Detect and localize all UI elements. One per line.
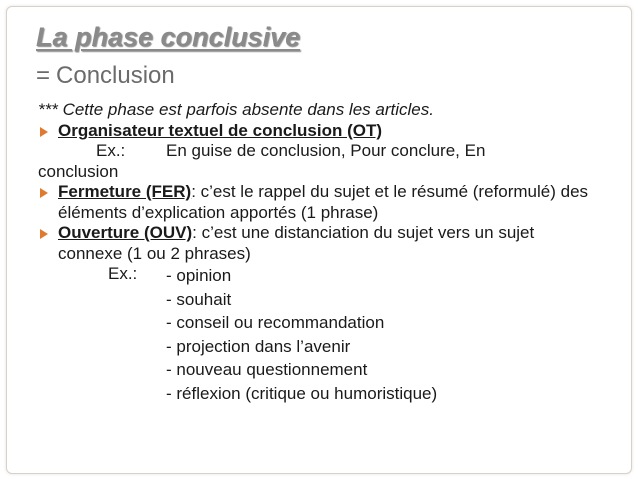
example-item: - nouveau questionnement [166,360,368,379]
bullet-fermeture [38,182,598,223]
example-item: - souhait [166,289,232,309]
example-2 [38,264,598,405]
bullet-arrow-icon [40,229,48,239]
example-label: Ex.: [96,141,126,160]
bullet-heading: Fermeture (FER) [58,182,192,201]
bullet-heading: Organisateur textuel de conclusion (OT) [58,120,382,140]
example-item: - conseil ou recommandation [166,313,385,332]
example-text: En guise de conclusion, Pour conclure, En [166,141,486,160]
bullet-text: : c’est le rappel du sujet et le résumé (reformulé) des éléments d’explication apportés (1 phrase) [58,182,589,222]
slide-subtitle [36,62,175,90]
bullet-organisateur [38,121,598,142]
slide-body [38,100,598,405]
example-item: - réflexion (critique ou humoristique) [166,383,438,403]
note-text: *** Cette phase est parfois absente dans les articles. [38,100,434,119]
example-item: - opinion [166,266,232,285]
example-continuation: conclusion [38,161,119,181]
slide-title: La phase conclusive [36,22,301,52]
example-label: Ex.: [108,264,138,283]
equals-sign: = [36,62,51,89]
subtitle-text: Conclusion [56,62,175,89]
bullet-arrow-icon [40,127,48,137]
example-item: - projection dans l’avenir [166,336,351,356]
bullet-heading: Ouverture (OUV) [58,223,193,242]
bullet-ouverture [38,223,598,264]
bullet-arrow-icon [40,188,48,198]
bullet-text: : c’est une distanciation du sujet vers un sujet connexe (1 ou 2 phrases) [58,223,535,263]
example-1 [38,141,598,162]
